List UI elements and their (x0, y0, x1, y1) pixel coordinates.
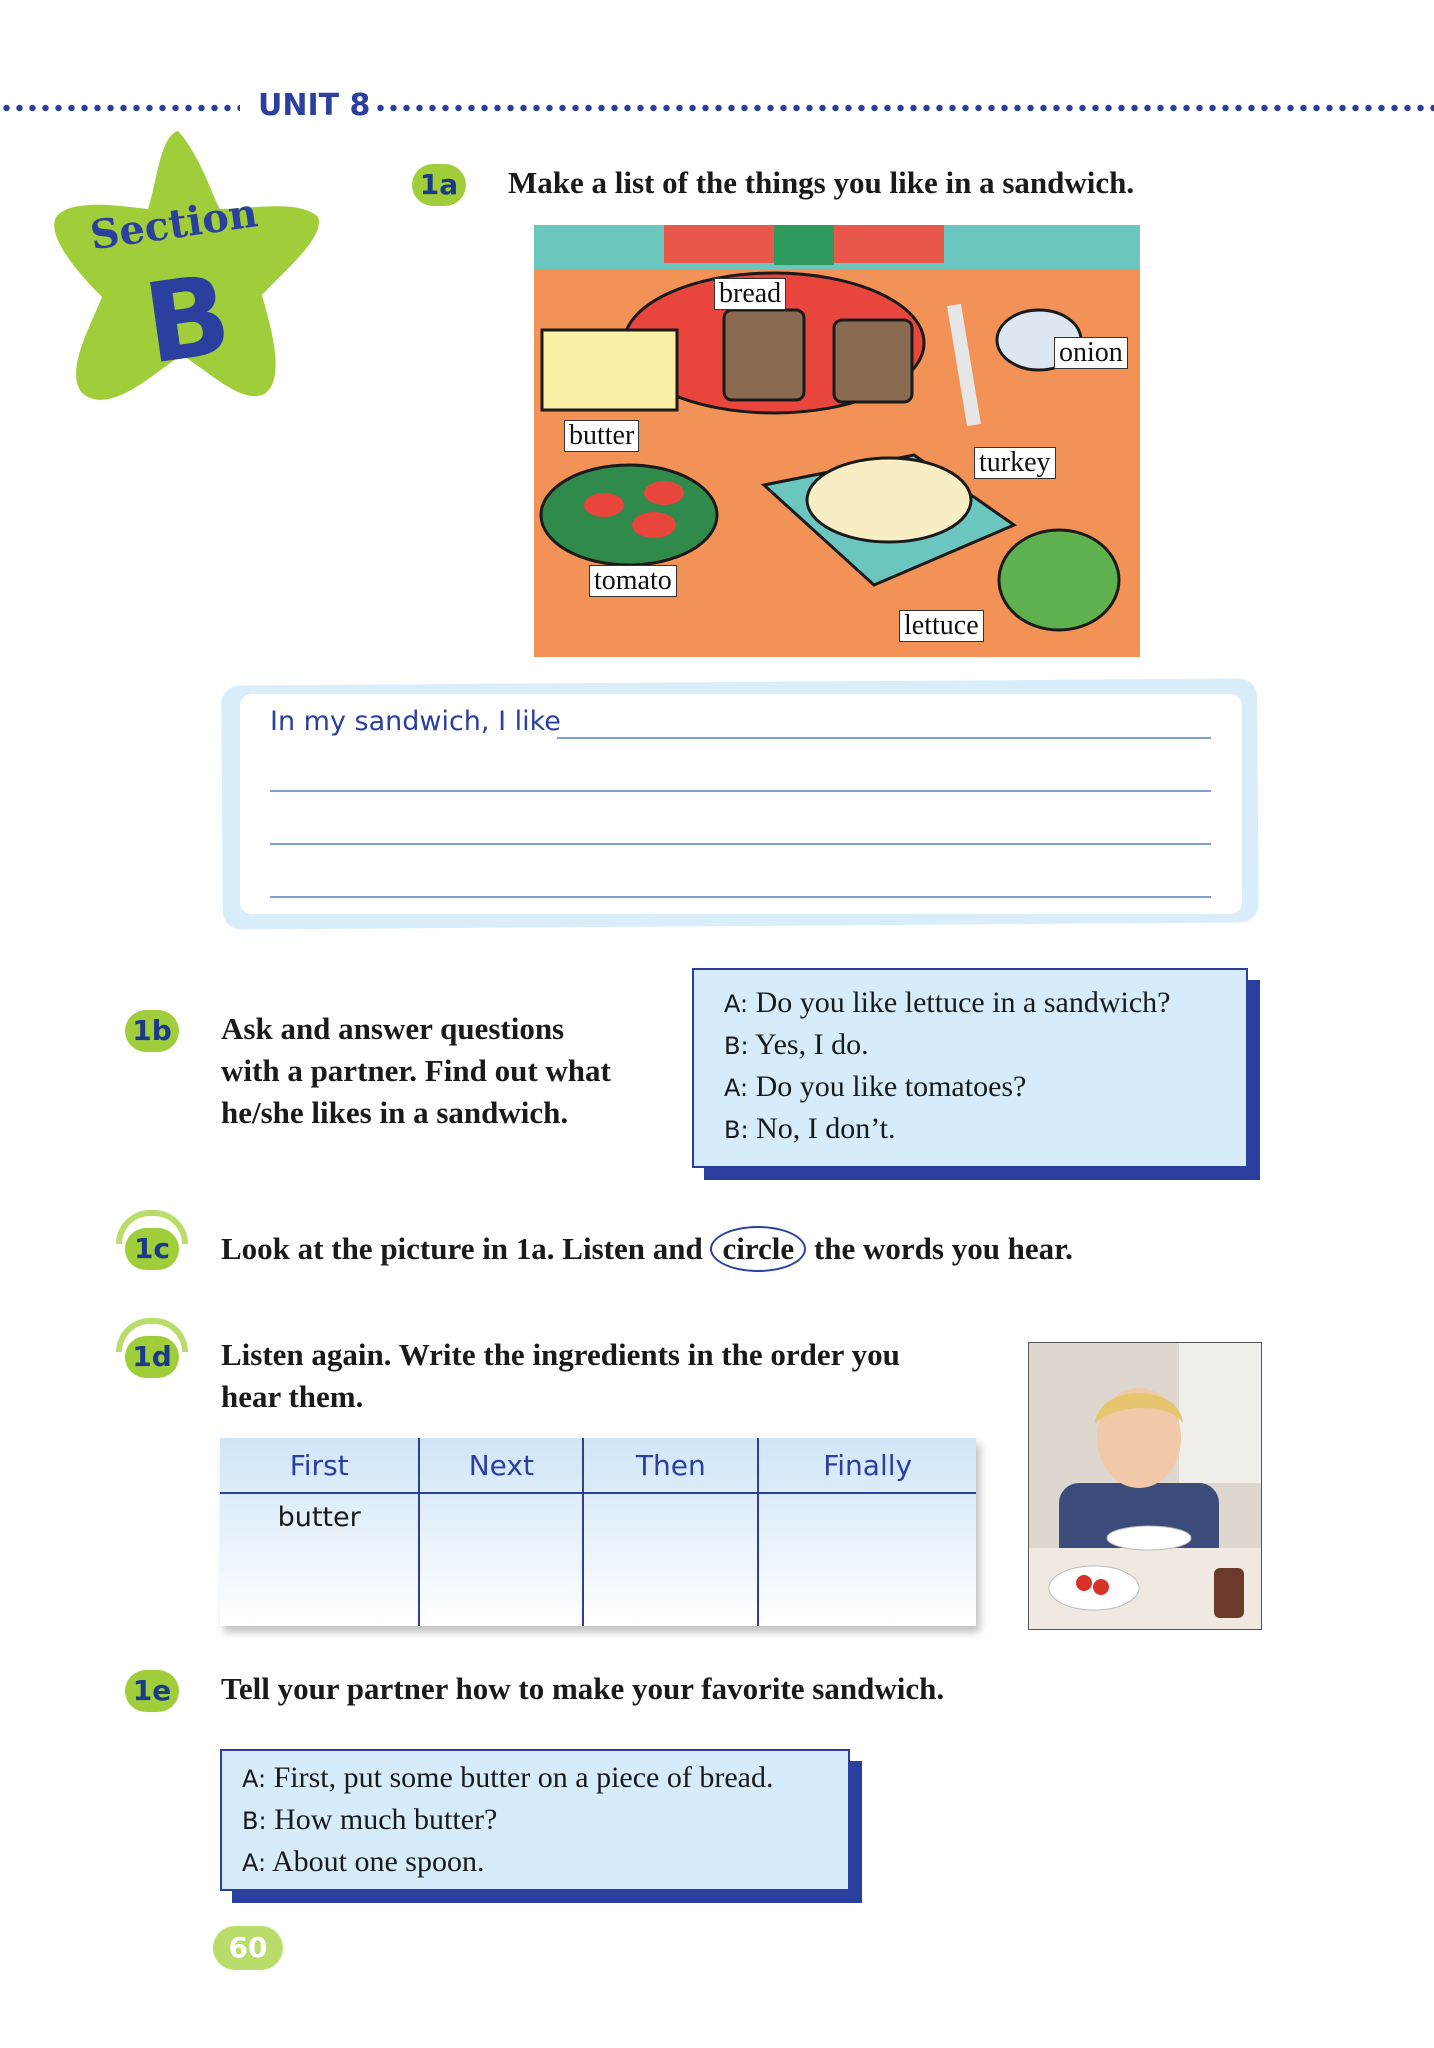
badge-1a: 1a (412, 164, 466, 206)
circled-word: circle (710, 1226, 806, 1272)
writing-line[interactable] (270, 896, 1211, 898)
instruction-1b-line1: Ask and answer questions (221, 1011, 565, 1046)
dialog-line: A: About one spoon. (242, 1845, 485, 1878)
table-header: Next (419, 1438, 583, 1493)
badge-1c: 1c (125, 1228, 179, 1270)
dialog-line: B: How much butter? (242, 1803, 498, 1836)
badge-1e: 1e (125, 1670, 179, 1712)
unit-title: UNIT 8 (258, 88, 371, 123)
page-number: 60 (213, 1926, 283, 1970)
label-onion: onion (1054, 337, 1128, 369)
header-dots-left (0, 104, 240, 112)
instruction-1b-line2: with a partner. Find out what (221, 1053, 611, 1088)
section-star-icon (50, 125, 325, 415)
table-cell[interactable] (419, 1493, 583, 1626)
table-header: First (220, 1438, 419, 1493)
instruction-1c: Look at the picture in 1a. Listen and circle the words you hear. (221, 1226, 1073, 1272)
label-tomato: tomato (589, 565, 677, 597)
label-butter: butter (564, 420, 639, 452)
label-lettuce: lettuce (899, 610, 984, 642)
table-cell[interactable] (583, 1493, 758, 1626)
dialog-line: B: Yes, I do. (724, 1028, 869, 1061)
boy-eating-sandwich-photo (1028, 1342, 1262, 1630)
dialog-1b (692, 968, 1248, 1168)
table-header: Then (583, 1438, 758, 1493)
section-letter: B (137, 250, 238, 389)
instruction-1e: Tell your partner how to make your favorite sandwich. (221, 1671, 945, 1706)
table-header: Finally (758, 1438, 976, 1493)
dialog-line: A: First, put some butter on a piece of bread. (242, 1761, 774, 1794)
instruction-1b-line3: he/she likes in a sandwich. (221, 1095, 569, 1130)
dialog-line: A: Do you like lettuce in a sandwich? (724, 986, 1171, 1019)
writing-line[interactable] (557, 737, 1211, 739)
dialog-1e (220, 1749, 850, 1891)
writing-prompt: In my sandwich, I like (270, 706, 561, 737)
table-cell[interactable]: butter (220, 1493, 419, 1626)
badge-1d: 1d (125, 1336, 179, 1378)
order-table (220, 1438, 976, 1626)
writing-line[interactable] (270, 790, 1211, 792)
label-turkey: turkey (974, 447, 1056, 479)
sandwich-ingredients-picture (534, 225, 1140, 657)
header-dots-right (374, 104, 1434, 112)
table-cell[interactable] (758, 1493, 976, 1626)
instruction-1a: Make a list of the things you like in a sandwich. (508, 165, 1135, 200)
instruction-1d-line2: hear them. (221, 1379, 364, 1414)
section-word: Section (87, 189, 261, 260)
badge-1b: 1b (125, 1010, 179, 1052)
label-bread: bread (714, 278, 786, 310)
instruction-1d-line1: Listen again. Write the ingredients in the order you (221, 1337, 900, 1372)
dialog-line: A: Do you like tomatoes? (724, 1070, 1027, 1103)
dialog-line: B: No, I don’t. (724, 1112, 896, 1145)
writing-line[interactable] (270, 843, 1211, 845)
